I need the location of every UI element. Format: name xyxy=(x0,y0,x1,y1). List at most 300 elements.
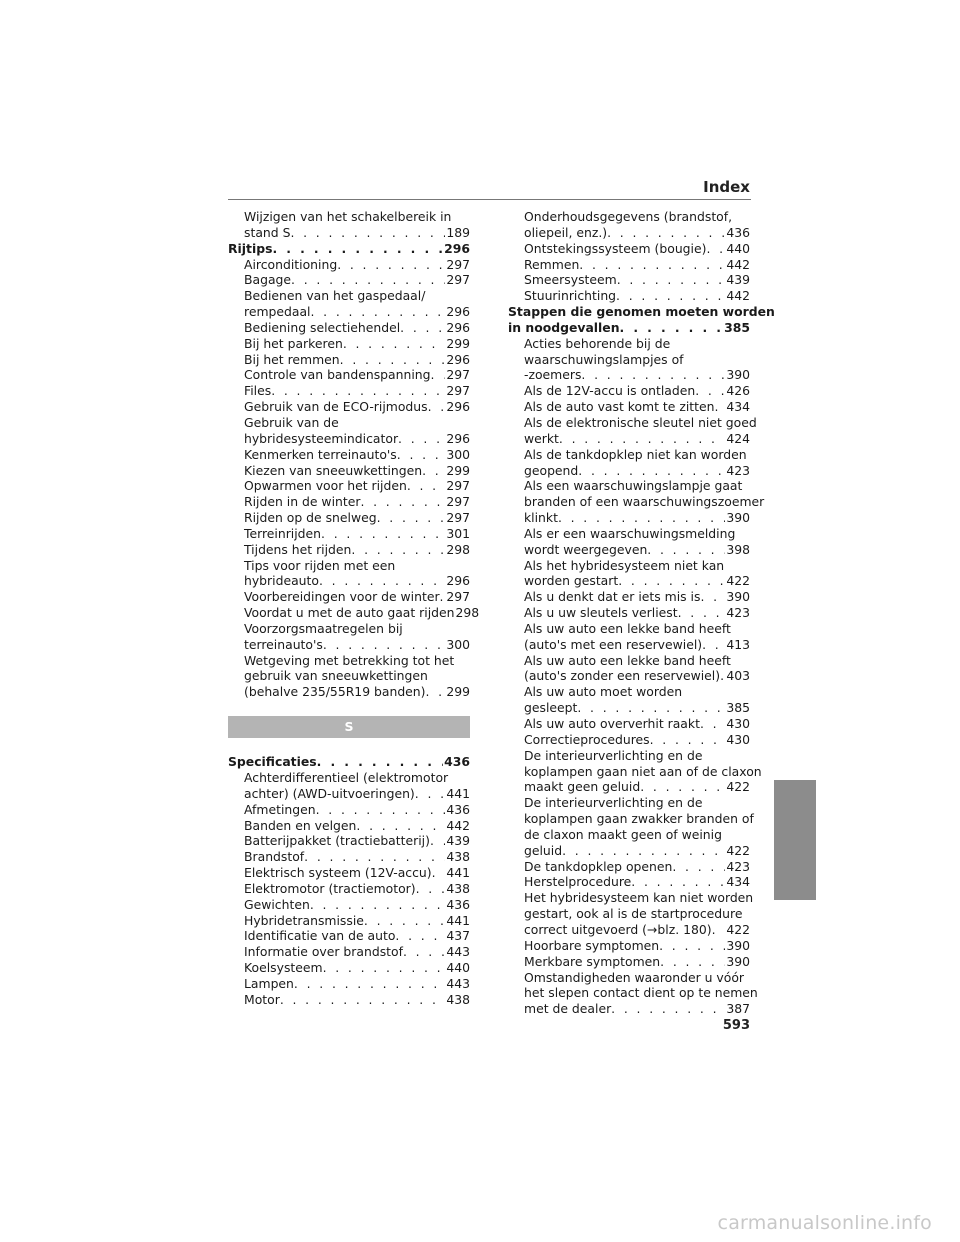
entry-text: Rijtips xyxy=(228,240,273,256)
entry-text: (behalve 235/55R19 banden) xyxy=(244,684,426,700)
dot-leader xyxy=(310,897,446,913)
entry-text: Als het hybridesysteem niet kan xyxy=(524,557,725,573)
entry-text: in noodgevallen xyxy=(508,319,620,335)
index-sub-entry xyxy=(228,960,470,976)
page-reference: 436 xyxy=(446,896,470,912)
entry-text: Airconditioning xyxy=(244,256,338,272)
page-reference: 390 xyxy=(726,510,750,526)
entry-text: worden gestart xyxy=(524,573,619,589)
index-sub-entry xyxy=(508,447,750,463)
dot-leader xyxy=(431,367,446,383)
index-sub-entry xyxy=(228,684,470,700)
index-sub-entry xyxy=(228,526,470,542)
index-sub-entry xyxy=(508,463,750,479)
index-sub-entry xyxy=(228,818,470,834)
index-sub-entry xyxy=(228,494,470,510)
page-reference: 390 xyxy=(726,937,750,953)
entry-text: Lampen xyxy=(244,975,294,991)
entry-text: Banden en velgen xyxy=(244,817,357,833)
entry-text: Tips voor rijden met een xyxy=(244,557,396,573)
index-sub-entry xyxy=(508,906,750,922)
page-reference: 443 xyxy=(446,975,470,991)
entry-text: Batterijpakket (tractiebatterij) xyxy=(244,833,430,849)
page-reference: 189 xyxy=(446,224,470,240)
index-sub-entry xyxy=(508,716,750,732)
index-sub-entry xyxy=(508,288,750,304)
dot-leader xyxy=(377,510,446,526)
dot-leader xyxy=(271,383,445,399)
index-main-entry xyxy=(508,304,775,320)
dot-leader xyxy=(714,399,725,415)
entry-text: Gebruik van de ECO-rijmodus xyxy=(244,399,428,415)
page-reference: 442 xyxy=(726,288,750,304)
index-sub-entry xyxy=(508,542,750,558)
index-sub-entry xyxy=(508,241,750,257)
entry-text: Als een waarschuwingslampje gaat xyxy=(524,478,743,494)
page-reference: 422 xyxy=(726,921,750,937)
index-sub-entry xyxy=(228,589,470,605)
index-sub-entry xyxy=(228,320,470,336)
entry-text: -zoemers xyxy=(524,367,582,383)
page-reference: 423 xyxy=(726,858,750,874)
entry-text: Als er een waarschuwingsmelding xyxy=(524,525,736,541)
entry-text: Brandstof xyxy=(244,849,305,865)
index-sub-entry xyxy=(228,225,470,241)
dot-leader xyxy=(559,431,725,447)
page-reference: 300 xyxy=(446,636,470,652)
entry-text: Stuurinrichting xyxy=(524,288,617,304)
index-sub-entry xyxy=(508,954,750,970)
index-sub-entry xyxy=(228,336,470,352)
entry-text: Hoorbare symptomen xyxy=(524,937,660,953)
page-reference: 403 xyxy=(726,668,750,684)
dot-leader xyxy=(398,431,445,447)
entry-text: koplampen gaan zwakker branden of xyxy=(524,811,754,827)
entry-text: Wijzigen van het schakelbereik in xyxy=(244,209,452,224)
dot-leader xyxy=(415,786,446,802)
entry-text: correct uitgevoerd (→blz. 180) xyxy=(524,921,712,937)
index-sub-entry xyxy=(228,913,470,929)
watermark: carmanualsonline.info xyxy=(717,1212,932,1234)
page-reference: 441 xyxy=(446,865,470,881)
page-reference: 301 xyxy=(446,525,470,541)
dot-leader xyxy=(343,336,446,352)
entry-text: Elektrisch systeem (12V-accu) xyxy=(244,865,432,881)
page-reference: 423 xyxy=(726,462,750,478)
entry-text: Het hybridesysteem kan niet worden xyxy=(524,890,754,906)
index-sub-entry xyxy=(508,478,750,494)
page-reference: 438 xyxy=(446,849,470,865)
dot-leader xyxy=(558,510,725,526)
entry-text: gebruik van sneeuwkettingen xyxy=(244,668,428,684)
page-reference: 440 xyxy=(446,960,470,976)
page-reference: 422 xyxy=(726,842,750,858)
page-reference: 297 xyxy=(446,494,470,510)
entry-text: Als de elektronische sleutel niet goed xyxy=(524,414,757,430)
index-sub-entry xyxy=(508,209,750,225)
index-sub-entry xyxy=(508,399,750,415)
entry-text: het slepen contact dient op te nemen xyxy=(524,985,758,1001)
page-reference: 387 xyxy=(726,1001,750,1017)
dot-leader xyxy=(311,304,446,320)
dot-leader xyxy=(364,913,445,929)
page-reference: 385 xyxy=(726,700,750,716)
entry-text: Smeersysteem xyxy=(524,272,617,288)
dot-leader xyxy=(702,637,725,653)
entry-text: gestart, ook al is de startprocedure xyxy=(524,906,743,922)
page-reference: 442 xyxy=(446,817,470,833)
page-reference: 297 xyxy=(446,383,470,399)
entry-text: Merkbare symptomen xyxy=(524,953,661,969)
index-column-left xyxy=(228,209,480,1008)
page-reference: 296 xyxy=(444,240,470,256)
index-sub-entry xyxy=(508,1001,750,1017)
page-reference: 434 xyxy=(726,399,750,415)
entry-text: Opwarmen voor het rijden xyxy=(244,478,407,494)
page-reference: 441 xyxy=(446,785,470,801)
entry-text: Als de tankdopklep niet kan worden xyxy=(524,446,747,462)
dot-leader xyxy=(316,802,446,818)
index-sub-entry xyxy=(228,865,470,881)
entry-text: (auto's zonder een reservewiel) xyxy=(524,668,721,684)
entry-text: werkt xyxy=(524,430,559,446)
index-sub-entry xyxy=(228,605,480,621)
index-column-right xyxy=(508,209,775,1017)
dot-leader xyxy=(631,874,725,890)
page-reference: 442 xyxy=(726,256,750,272)
dot-leader xyxy=(426,684,446,700)
dot-leader xyxy=(422,463,445,479)
dot-leader xyxy=(291,272,445,288)
dot-leader xyxy=(323,960,446,976)
index-sub-entry xyxy=(508,367,750,383)
index-sub-entry xyxy=(228,668,470,684)
dot-leader xyxy=(317,754,443,770)
page-reference: 297 xyxy=(446,510,470,526)
page-reference: 413 xyxy=(726,636,750,652)
index-sub-entry xyxy=(228,209,470,225)
dot-leader xyxy=(397,447,446,463)
dot-leader xyxy=(678,605,726,621)
dot-leader xyxy=(562,843,725,859)
index-sub-entry xyxy=(228,288,470,304)
page-reference: 437 xyxy=(446,928,470,944)
entry-text: geopend xyxy=(524,462,579,478)
page-reference: 422 xyxy=(726,573,750,589)
dot-leader xyxy=(294,976,445,992)
index-sub-entry xyxy=(508,859,750,875)
index-sub-entry xyxy=(508,383,750,399)
dot-leader xyxy=(695,383,725,399)
page-reference: 296 xyxy=(446,351,470,367)
index-sub-entry xyxy=(228,786,470,802)
entry-text: waarschuwingslampjes of xyxy=(524,351,684,367)
entry-text: Bij het parkeren xyxy=(244,335,343,351)
page-reference: 297 xyxy=(446,256,470,272)
index-sub-entry xyxy=(228,770,470,786)
entry-text: Informatie over brandstof xyxy=(244,944,403,960)
entry-text: terreinauto's xyxy=(244,636,323,652)
entry-text: Stappen die genomen moeten worden xyxy=(508,304,775,320)
entry-text: Onderhoudsgegevens (brandstof, xyxy=(524,209,733,224)
index-sub-entry xyxy=(508,668,750,684)
page-reference: 299 xyxy=(446,462,470,478)
dot-leader xyxy=(400,320,445,336)
index-sub-entry xyxy=(228,415,470,431)
entry-text: Als uw auto een lekke band heeft xyxy=(524,652,731,668)
index-sub-entry xyxy=(508,985,758,1001)
entry-text: Bedienen van het gaspedaal/ xyxy=(244,288,426,304)
entry-text: Als de auto vast komt te zitten xyxy=(524,399,715,415)
dot-leader xyxy=(581,367,725,383)
dot-leader xyxy=(403,944,445,960)
index-sub-entry xyxy=(228,463,470,479)
index-sub-entry xyxy=(508,573,750,589)
index-sub-entry xyxy=(508,795,750,811)
entry-text: Files xyxy=(244,383,272,399)
page-reference: 430 xyxy=(726,731,750,747)
index-sub-entry xyxy=(508,431,750,447)
page-reference: 422 xyxy=(726,779,750,795)
index-sub-entry xyxy=(228,976,470,992)
index-sub-entry xyxy=(508,526,750,542)
index-main-entry xyxy=(228,241,470,257)
entry-text: Ontstekingssysteem (bougie) xyxy=(524,240,707,256)
dot-leader xyxy=(395,928,445,944)
dot-leader xyxy=(416,881,446,897)
index-sub-entry xyxy=(508,890,754,906)
index-sub-entry xyxy=(508,494,765,510)
entry-text: De interieurverlichting en de xyxy=(524,795,703,811)
index-sub-entry xyxy=(228,992,470,1008)
index-sub-entry xyxy=(228,881,470,897)
index-sub-entry xyxy=(228,478,470,494)
dot-leader xyxy=(360,494,445,510)
index-sub-entry xyxy=(508,732,750,748)
page-reference: 436 xyxy=(726,224,750,240)
index-sub-entry xyxy=(508,589,750,605)
index-sub-entry xyxy=(228,897,470,913)
dot-leader xyxy=(700,589,725,605)
page-reference: 299 xyxy=(446,335,470,351)
entry-text: Gebruik van de xyxy=(244,414,339,430)
index-sub-entry xyxy=(508,827,750,843)
index-sub-entry xyxy=(508,748,750,764)
section-letter-bar: S xyxy=(228,716,470,738)
entry-text: Als u uw sleutels verliest xyxy=(524,605,678,621)
index-sub-entry xyxy=(228,653,470,669)
entry-text: Bij het remmen xyxy=(244,351,340,367)
entry-text: Bagage xyxy=(244,272,292,288)
index-sub-entry xyxy=(508,684,750,700)
entry-text: de claxon maakt geen of weinig xyxy=(524,826,722,842)
index-sub-entry xyxy=(228,928,470,944)
entry-text: Als uw auto moet worden xyxy=(524,684,683,700)
index-sub-entry xyxy=(508,257,750,273)
index-sub-entry xyxy=(508,352,750,368)
page-reference: 426 xyxy=(726,383,750,399)
page-reference: 390 xyxy=(726,589,750,605)
dot-leader xyxy=(351,542,445,558)
dot-leader xyxy=(706,241,725,257)
section-gap xyxy=(228,700,470,716)
entry-text: Correctieprocedures xyxy=(524,731,650,747)
index-sub-entry xyxy=(228,383,470,399)
entry-text: Wetgeving met betrekking tot het xyxy=(244,652,455,668)
index-sub-entry xyxy=(508,843,750,859)
index-sub-entry xyxy=(228,802,470,818)
index-sub-entry xyxy=(228,542,470,558)
dot-leader xyxy=(323,637,445,653)
index-sub-entry xyxy=(508,336,750,352)
entry-text: (auto's met een reservewiel) xyxy=(524,636,703,652)
page-reference: 440 xyxy=(726,240,750,256)
dot-leader xyxy=(607,225,725,241)
entry-text: geluid xyxy=(524,842,563,858)
entry-text: Hybridetransmissie xyxy=(244,912,364,928)
page-reference: 436 xyxy=(444,754,470,770)
dot-leader xyxy=(280,992,446,1008)
index-sub-entry xyxy=(228,944,470,960)
index-sub-entry xyxy=(508,225,750,241)
page-reference: 423 xyxy=(726,605,750,621)
entry-text: Koelsysteem xyxy=(244,960,323,976)
index-sub-entry xyxy=(228,431,470,447)
page-reference: 434 xyxy=(726,874,750,890)
entry-text: Remmen xyxy=(524,256,580,272)
index-main-entry xyxy=(508,320,750,336)
index-sub-entry xyxy=(508,637,750,653)
index-sub-entry xyxy=(228,367,470,383)
index-main-entry xyxy=(228,754,470,770)
dot-leader xyxy=(579,257,725,273)
page-reference: 424 xyxy=(726,430,750,446)
index-sub-entry xyxy=(228,558,470,574)
header-divider xyxy=(228,199,751,200)
entry-text: Controle van bandenspanning xyxy=(244,367,431,383)
dot-leader xyxy=(647,542,725,558)
page-reference: 296 xyxy=(446,399,470,415)
entry-text: Tijdens het rijden xyxy=(244,541,352,557)
page-reference: 297 xyxy=(446,272,470,288)
index-sub-entry xyxy=(228,573,470,589)
dot-leader xyxy=(611,1001,725,1017)
index-sub-entry xyxy=(228,621,470,637)
entry-text: koplampen gaan niet aan of de claxon xyxy=(524,763,762,779)
entry-text: Kiezen van sneeuwkettingen xyxy=(244,462,423,478)
index-sub-entry xyxy=(508,811,754,827)
page-reference: 441 xyxy=(446,912,470,928)
entry-text: Herstelprocedure xyxy=(524,874,632,890)
page-reference: 296 xyxy=(446,319,470,335)
dot-leader xyxy=(430,833,445,849)
entry-text: branden of een waarschuwingszoemer xyxy=(524,494,765,510)
entry-text: gesleept xyxy=(524,700,578,716)
entry-text: Rijden in de winter xyxy=(244,494,361,510)
entry-text: Achterdifferentieel (elektromotor xyxy=(244,770,449,785)
page-reference: 439 xyxy=(446,833,470,849)
dot-leader xyxy=(650,732,726,748)
dot-leader xyxy=(620,320,724,336)
dot-leader xyxy=(617,272,726,288)
dot-leader xyxy=(577,700,725,716)
section-gap xyxy=(228,738,470,754)
entry-text: maakt geen geluid xyxy=(524,779,641,795)
dot-leader xyxy=(340,352,446,368)
entry-text: Kenmerken terreinauto's xyxy=(244,446,397,462)
entry-text: met de dealer xyxy=(524,1001,612,1017)
page-reference: 296 xyxy=(446,304,470,320)
page-reference: 300 xyxy=(446,446,470,462)
index-sub-entry xyxy=(508,922,750,938)
dot-leader xyxy=(290,225,445,241)
index-sub-entry xyxy=(228,447,470,463)
entry-text: Voorbereidingen voor de winter xyxy=(244,589,440,605)
index-sub-entry xyxy=(228,272,470,288)
dot-leader xyxy=(407,478,446,494)
page-reference: 298 xyxy=(455,605,480,621)
dot-leader xyxy=(304,849,445,865)
page-reference: 436 xyxy=(446,801,470,817)
entry-text: Elektromotor (tractiemotor) xyxy=(244,880,416,896)
page-reference: 390 xyxy=(726,953,750,969)
page-reference: 298 xyxy=(446,541,470,557)
entry-text: Specificaties xyxy=(228,754,317,770)
page-reference: 297 xyxy=(446,478,470,494)
entry-text: Motor xyxy=(244,991,280,1007)
page-reference: 398 xyxy=(726,541,750,557)
dot-leader xyxy=(660,954,725,970)
page-reference: 299 xyxy=(446,684,470,700)
entry-text: Terreinrijden xyxy=(244,525,322,541)
entry-text: Voordat u met de auto gaat rijden xyxy=(244,605,455,621)
index-sub-entry xyxy=(508,874,750,890)
entry-text: Rijden op de snelweg xyxy=(244,510,377,526)
entry-text: stand S xyxy=(244,224,291,240)
dot-leader xyxy=(618,573,725,589)
page-reference: 296 xyxy=(446,430,470,446)
index-sub-entry xyxy=(228,399,470,415)
index-sub-entry xyxy=(228,637,470,653)
index-sub-entry xyxy=(508,763,762,780)
page-reference: 385 xyxy=(724,319,750,335)
index-sub-entry xyxy=(508,272,750,288)
dot-leader xyxy=(640,779,725,795)
entry-text: De tankdopklep openen xyxy=(524,858,673,874)
entry-text: Als u denkt dat er iets mis is xyxy=(524,589,701,605)
entry-text: hybridesysteemindicator xyxy=(244,430,399,446)
page-reference: 438 xyxy=(446,880,470,896)
index-sub-entry xyxy=(508,621,750,637)
page-reference: 296 xyxy=(446,573,470,589)
dot-leader xyxy=(616,288,725,304)
entry-text: Voorzorgsmaatregelen bij xyxy=(244,620,403,636)
dot-leader xyxy=(432,865,446,881)
section-thumb-tab xyxy=(774,780,816,900)
index-sub-entry xyxy=(508,558,750,574)
index-sub-entry xyxy=(228,833,470,849)
page-reference: 430 xyxy=(726,716,750,731)
index-sub-entry xyxy=(228,510,470,526)
dot-leader xyxy=(321,526,445,542)
entry-text: Identificatie van de auto xyxy=(244,928,396,944)
page-number: 593 xyxy=(722,1018,750,1033)
entry-text: oliepeil, enz.) xyxy=(524,224,608,240)
dot-leader xyxy=(356,818,445,834)
page-reference: 390 xyxy=(726,367,750,383)
dot-leader xyxy=(337,257,445,273)
dot-leader xyxy=(578,463,725,479)
